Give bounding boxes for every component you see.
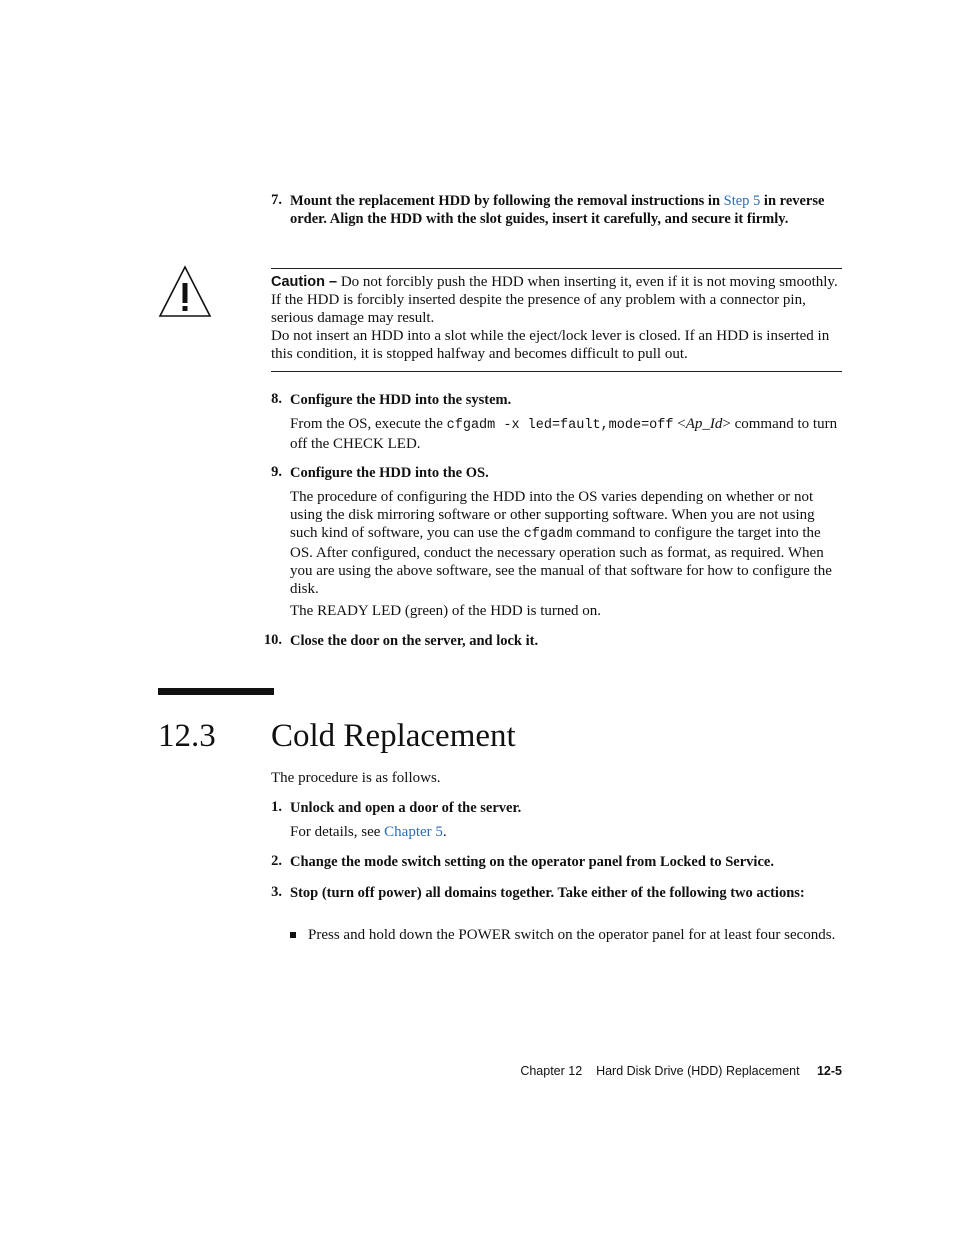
cold-step-3-number: 3. — [271, 884, 282, 900]
footer-title: Hard Disk Drive (HDD) Replacement — [596, 1064, 800, 1078]
step-10-title: Close the door on the server, and lock it. — [290, 633, 539, 649]
step-9-body-2: The READY LED (green) of the HDD is turned on. — [290, 603, 602, 619]
step-8-title: Configure the HDD into the system. — [290, 392, 512, 408]
cold-step-1-number: 1. — [271, 799, 282, 815]
cold-step-2-title: Change the mode switch setting on the operator panel from Locked to Service. — [290, 854, 774, 870]
caution-label: Caution – — [271, 274, 338, 290]
ap-id-arg: Ap_Id — [685, 416, 723, 432]
step-7-number: 7. — [271, 192, 282, 208]
step-9-body — [290, 488, 842, 598]
step-8-text-a: From the OS, execute the — [290, 416, 447, 432]
step-7-text-b: in reverse order. Align the HDD with the slot guides, insert it carefully, and secure it firmly. — [290, 193, 825, 227]
cold-step-1-title: Unlock and open a door of the server. — [290, 800, 522, 816]
step-8-number: 8. — [271, 391, 282, 407]
section-rule — [158, 688, 274, 695]
footer-page-number: 12-5 — [816, 1064, 842, 1078]
warning-triangle-icon — [158, 265, 212, 319]
step-7-text-a: Mount the replacement HDD by following the removal instructions in — [290, 193, 724, 209]
section-title: Cold Replacement — [271, 718, 516, 754]
caution-paragraph-2: Do not insert an HDD into a slot while the eject/lock lever is closed. If an HDD is inserted in this condition, it is stopped halfway and becomes difficult to pull out. — [271, 328, 830, 362]
cfgadm-command: cfgadm -x led=fault,mode=off — [446, 418, 674, 433]
step-9-title: Configure the HDD into the OS. — [290, 465, 489, 481]
step-8-text-c: > command to turn off the CHECK LED. — [290, 416, 838, 452]
cold-step-3-bullet: Press and hold down the POWER switch on the operator panel for at least four seconds. — [308, 927, 836, 943]
footer-chapter: Chapter 12 — [520, 1064, 583, 1078]
step-9-text-a: The procedure of configuring the HDD into the OS varies depending on whether or not using the disk mirroring software or other supporting software. When you are not using such kind of software, you can use the — [290, 489, 815, 541]
page-footer — [400, 1063, 842, 1079]
cold-step-1-text-b: . — [442, 824, 447, 840]
bullet-marker — [290, 932, 296, 938]
chapter-5-link[interactable]: Chapter 5 — [384, 824, 443, 840]
step-9-text-b: command to configure the target into the OS. After configured, conduct the necessary operation such as format, as required. When you are using the above software, see the manual of that software for how to configure the disk. — [290, 525, 832, 597]
cold-step-2-number: 2. — [271, 853, 282, 869]
step-5-link[interactable]: Step 5 — [723, 193, 761, 209]
cold-step-3-title: Stop (turn off power) all domains together. Take either of the following two actions: — [290, 885, 805, 901]
step-7-title — [290, 192, 842, 228]
step-8-text-b: < — [673, 416, 686, 432]
step-10-number: 10. — [263, 632, 282, 648]
caution-paragraph-1: Do not forcibly push the HDD when inserting it, even if it is not moving smoothly. If the HDD is forcibly inserted despite the presence of any problem with a connector pin, serious damage may result. — [271, 274, 838, 326]
cfgadm-inline: cfgadm — [523, 527, 573, 542]
step-9-number: 9. — [271, 464, 282, 480]
section-intro: The procedure is as follows. — [271, 770, 441, 786]
section-number: 12.3 — [158, 718, 216, 754]
cold-step-1-text-a: For details, see — [290, 824, 385, 840]
step-8-body — [290, 415, 842, 453]
caution-text — [271, 273, 842, 363]
cold-step-1-body — [290, 823, 842, 841]
